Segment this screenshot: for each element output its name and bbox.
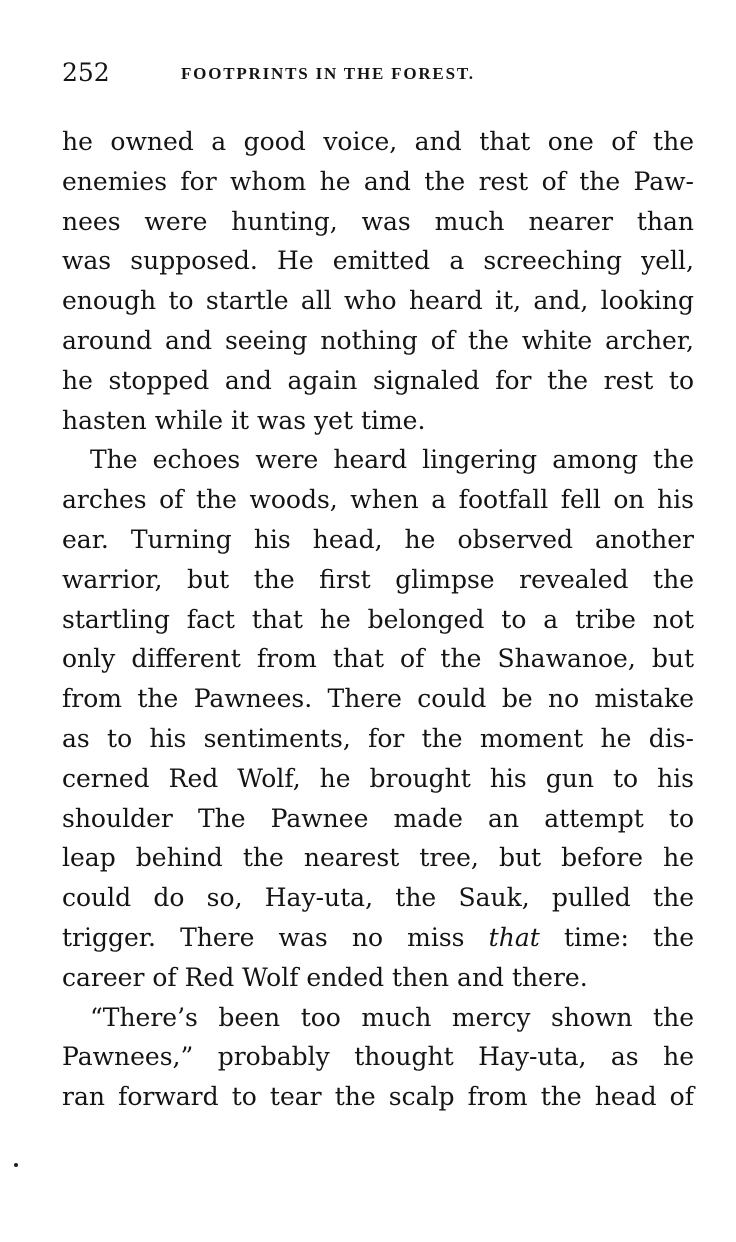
text-line: enough to startle all who heard it, and, looking bbox=[62, 286, 694, 316]
text-line: he stopped and again signaled for the rest to bbox=[62, 365, 694, 395]
text-line: he owned a good voice, and that one of the bbox=[62, 127, 694, 156]
running-head bbox=[62, 58, 694, 88]
text-line: nees were hunting, was much nearer than bbox=[62, 206, 694, 236]
text-line-with-emphasis bbox=[62, 918, 694, 958]
paragraph-2 bbox=[62, 440, 694, 997]
text-line: warrior, but the first glimpse revealed the bbox=[62, 564, 694, 594]
body-text bbox=[62, 122, 694, 1117]
ink-speck bbox=[14, 1163, 18, 1167]
text-line: from the Pawnees. There could be no mistake bbox=[62, 684, 694, 714]
text-line: shoulder The Pawnee made an attempt to bbox=[62, 803, 694, 833]
text-line: enemies for whom he and the rest of the Paw- bbox=[62, 166, 694, 196]
text-fragment: trigger. There was no miss bbox=[62, 922, 465, 952]
text-fragment: time: the bbox=[563, 922, 694, 952]
text-line: startling fact that he belonged to a tribe not bbox=[62, 604, 694, 634]
text-line: ear. Turning his head, he observed another bbox=[62, 524, 694, 554]
text-line: arches of the woods, when a footfall fell on his bbox=[62, 485, 694, 515]
paragraph-3 bbox=[62, 998, 694, 1117]
text-line: hasten while it was yet time. bbox=[62, 405, 426, 435]
page-number: 252 bbox=[62, 58, 110, 87]
text-line: as to his sentiments, for the moment he dis- bbox=[62, 723, 694, 753]
text-line: career of Red Wolf ended then and there. bbox=[62, 962, 588, 992]
text-line: cerned Red Wolf, he brought his gun to his bbox=[62, 763, 694, 793]
text-line: The echoes were heard lingering among the bbox=[90, 445, 694, 475]
text-line: only different from that of the Shawanoe, but bbox=[62, 644, 694, 674]
text-line: Pawnees,” probably thought Hay-uta, as he bbox=[62, 1042, 694, 1072]
paragraph-1 bbox=[62, 122, 694, 440]
text-line: leap behind the nearest tree, but before he bbox=[62, 843, 694, 873]
emphasized-word: that bbox=[488, 922, 540, 952]
text-line: could do so, Hay-uta, the Sauk, pulled the bbox=[62, 883, 694, 913]
text-line: around and seeing nothing of the white archer, bbox=[62, 325, 694, 355]
text-line: was supposed. He emitted a screeching yell, bbox=[62, 246, 694, 276]
running-title: FOOTPRINTS IN THE FOREST. bbox=[181, 64, 475, 83]
text-line: ran forward to tear the scalp from the head of bbox=[62, 1082, 694, 1112]
text-line: “There’s been too much mercy shown the bbox=[90, 1002, 694, 1032]
